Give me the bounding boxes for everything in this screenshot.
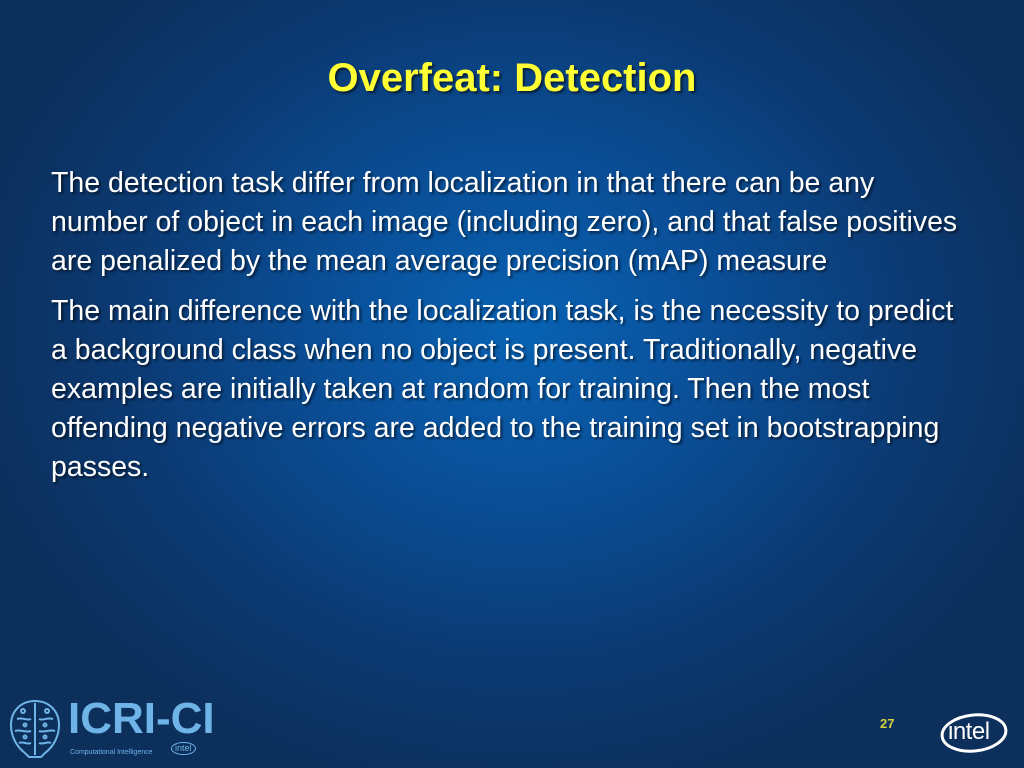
paragraph-1: The detection task differ from localization in that there can be any number of object in each image (including zero), and that false positives are penalized by the mean average precision (mAP) measure: [51, 167, 958, 277]
brain-icon: [5, 697, 65, 761]
page-number: 27: [880, 716, 895, 731]
icri-ci-subtitle: Computational Intelligence: [70, 749, 153, 756]
slide-body: [51, 164, 976, 498]
mini-intel-mark: intel: [171, 742, 196, 755]
icri-ci-wordmark: ICRI-CI: [68, 694, 215, 743]
paragraph-2: The main difference with the localization task, is the necessity to predict a background class when no object is present. Traditionally, negative examples are initially taken at random for training. Then the most offending negative errors are added to the training set in bootstrapping passes.: [51, 295, 954, 483]
slide-title: Overfeat: Detection: [327, 56, 697, 100]
intel-wordmark: intel: [948, 718, 990, 745]
